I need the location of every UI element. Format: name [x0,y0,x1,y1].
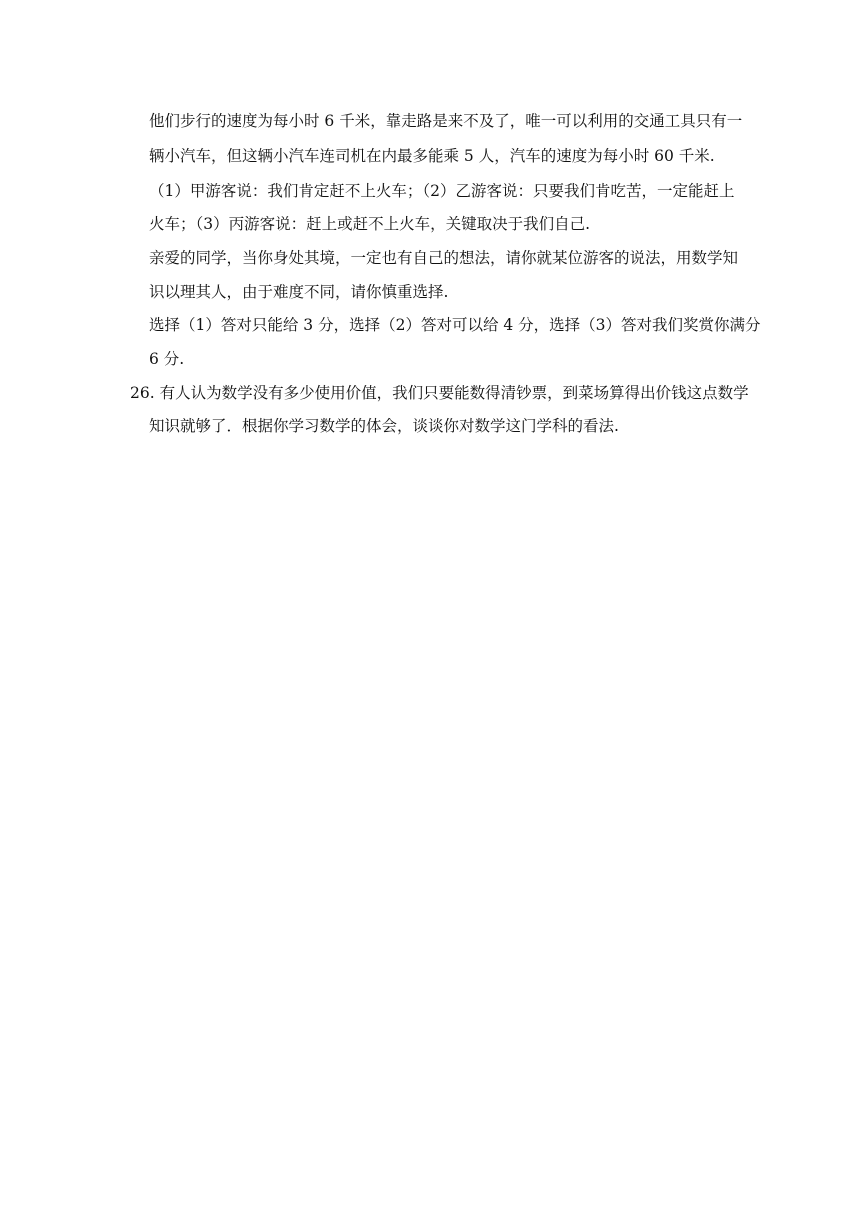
text-line: 火车；（3）丙游客说：赶上或赶不上火车，关键取决于我们自己. [149,215,591,233]
text-line: 识以理其人，由于难度不同，请你慎重选择. [149,283,449,301]
text-line: 选择（1）答对只能给 3 分，选择（2）答对可以给 4 分，选择（3）答对我们奖赏你满分 [149,316,761,334]
text-line: 知识就够了．根据你学习数学的体会，谈谈你对数学这门学科的看法. [149,417,619,435]
text-line: （1）甲游客说：我们肯定赶不上火车；（2）乙游客说：只要我们肯吃苦，一定能赶上 [149,182,735,200]
text-line: 6 分. [149,350,185,368]
text-line: 亲爱的同学，当你身处其境，一定也有自己的想法，请你就某位游客的说法，用数学知 [149,249,739,267]
question-26-line: 26. 有人认为数学没有多少使用价值，我们只要能数得清钞票，到菜场算得出价钱这点数学 [130,384,749,402]
text-line: 辆小汽车，但这辆小汽车连司机在内最多能乘 5 人，汽车的速度为每小时 60 千米. [149,147,715,165]
text-line: 他们步行的速度为每小时 6 千米，靠走路是来不及了，唯一可以利用的交通工具只有一 [149,112,743,130]
